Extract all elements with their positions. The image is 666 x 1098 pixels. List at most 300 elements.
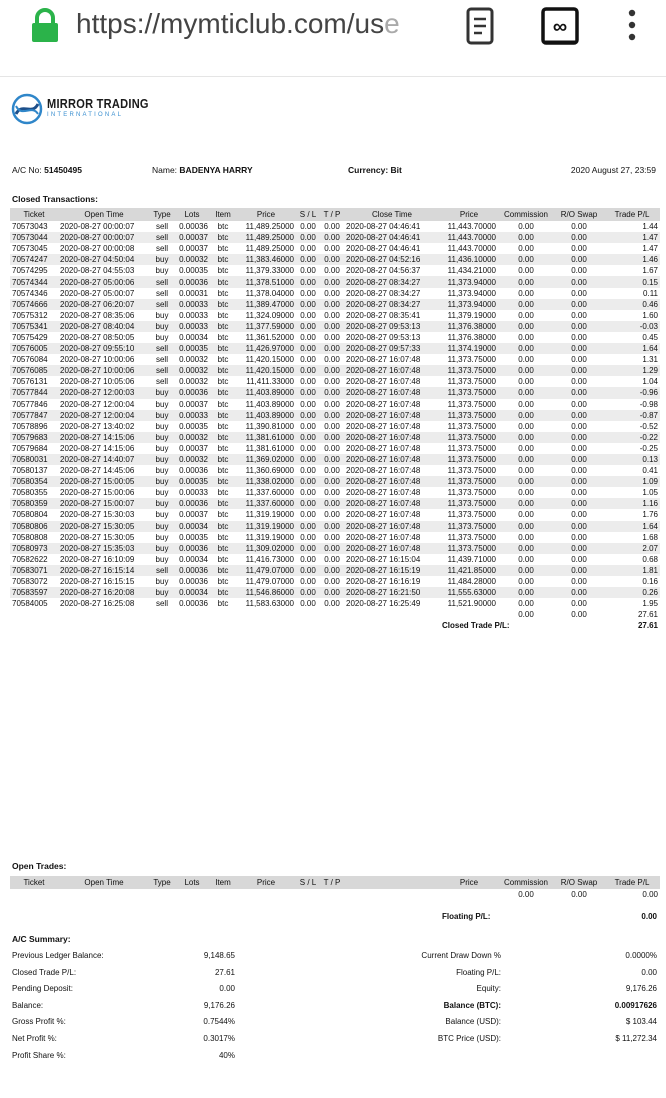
table-cell: 11,373.75000: [440, 387, 498, 398]
column-header: Price: [440, 208, 498, 221]
closed-transactions-table: [10, 208, 660, 631]
table-cell: 0.00037: [179, 443, 208, 453]
table-cell: 2020-08-27 05:00:07: [60, 288, 135, 298]
table-cell: 0.68: [642, 554, 658, 564]
table-cell: 2020-08-27 10:00:06: [58, 365, 150, 376]
open-trades-totals-row: [10, 889, 660, 900]
table-cell: 0.00034: [174, 587, 210, 598]
summary-label: Gross Profit %:: [12, 1017, 66, 1027]
table-cell: 0.00: [571, 332, 587, 342]
table-cell: 0.00: [518, 599, 534, 609]
summary-value: 27.61: [214, 967, 235, 977]
table-cell: 2020-08-27 09:55:10: [58, 343, 150, 354]
open-pl-total: 0.00: [642, 890, 658, 900]
table-cell: sell: [150, 232, 174, 243]
table-cell: 11,436.10000: [440, 254, 498, 265]
table-cell: 2020-08-27 16:16:19: [346, 577, 421, 587]
closed-transactions-title: Closed Transactions:: [12, 194, 98, 204]
summary-value: 0.0000%: [625, 951, 657, 960]
table-cell: 0.00: [300, 288, 316, 298]
table-cell: 0.00: [498, 521, 554, 532]
column-header: S / L: [296, 876, 320, 889]
table-cell: 0.00037: [179, 399, 208, 409]
table-cell: 11,373.75000: [440, 476, 498, 487]
closed-pl-row: [10, 620, 660, 631]
column-header: Open Time: [58, 876, 150, 889]
table-cell: buy: [150, 410, 174, 421]
table-cell: 0.00: [518, 488, 534, 498]
table-cell: 11,484.28000: [447, 577, 496, 587]
column-header: Ticket: [10, 876, 58, 889]
table-cell: 2020-08-27 16:07:48: [346, 443, 421, 453]
table-cell: 70575429: [12, 332, 48, 342]
table-cell: 0.00: [571, 310, 587, 320]
summary-label: Balance (BTC):: [443, 1000, 501, 1010]
table-cell: 0.00: [571, 421, 587, 431]
table-cell: 0.00: [518, 377, 534, 387]
table-cell: buy: [155, 399, 169, 409]
table-cell: 0.00032: [179, 377, 208, 387]
table-cell: 0.00: [571, 554, 587, 564]
table-cell: 0.26: [604, 587, 660, 598]
table-cell: 1.47: [604, 232, 660, 243]
table-cell: 11,434.21000: [447, 266, 496, 276]
table-cell: 11,426.97000: [236, 343, 296, 354]
column-header: Price: [236, 876, 296, 889]
column-header: R/O Swap: [554, 208, 604, 221]
table-cell: 70580806: [10, 521, 58, 532]
table-row: [10, 254, 660, 265]
table-cell: 2.07: [604, 543, 660, 554]
table-cell: 0.00: [498, 254, 554, 265]
table-cell: 11,319.19000: [245, 510, 294, 520]
table-cell: 2020-08-27 08:35:41: [346, 310, 421, 320]
table-cell: 70582622: [12, 554, 48, 564]
table-cell: 11,373.75000: [440, 521, 498, 532]
table-cell: 0.00: [518, 332, 534, 342]
table-cell: 0.00: [300, 554, 316, 564]
table-cell: 2020-08-27 16:07:48: [346, 421, 421, 431]
table-cell: 0.00: [518, 466, 534, 476]
ac-summary-title: A/C Summary:: [12, 934, 71, 944]
table-cell: 70573045: [12, 244, 48, 254]
table-cell: 1.04: [642, 377, 658, 387]
table-cell: 2020-08-27 16:07:48: [346, 510, 421, 520]
table-cell: 0.00: [320, 454, 344, 465]
table-cell: 0.00: [571, 377, 587, 387]
table-cell: btc: [217, 443, 229, 453]
table-cell: btc: [210, 454, 236, 465]
table-cell: 2020-08-27 10:05:06: [60, 377, 135, 387]
table-cell: 11,381.61000: [236, 432, 296, 443]
table-cell: 0.00: [554, 232, 604, 243]
table-cell: 70578896: [12, 421, 48, 431]
table-cell: btc: [210, 498, 236, 509]
table-cell: 0.00: [320, 432, 344, 443]
table-cell: 1.95: [642, 599, 658, 609]
table-cell: 0.00033: [179, 488, 208, 498]
table-cell: 70579683: [10, 432, 58, 443]
table-cell: 0.00: [300, 421, 316, 431]
table-cell: 0.00035: [179, 532, 208, 542]
table-cell: 0.00: [296, 521, 320, 532]
table-cell: 11,373.75000: [447, 421, 496, 431]
table-cell: 2020-08-27 12:00:04: [60, 399, 135, 409]
table-cell: 11,439.71000: [447, 554, 496, 564]
table-cell: 0.00: [320, 410, 344, 421]
summary-value: 9,176.26: [203, 1000, 235, 1010]
table-cell: 1.64: [604, 521, 660, 532]
table-row: [10, 243, 660, 254]
table-cell: 0.00: [296, 321, 320, 332]
table-cell: 0.00: [498, 410, 554, 421]
table-cell: 70576131: [12, 377, 48, 387]
table-cell: 0.00: [296, 410, 320, 421]
browser-toolbar: [0, 0, 666, 54]
table-cell: 11,309.02000: [236, 543, 296, 554]
table-cell: 1.05: [642, 488, 658, 498]
table-cell: 0.00036: [174, 387, 210, 398]
table-cell: 0.00: [498, 587, 554, 598]
summary-label: Profit Share %:: [12, 1050, 66, 1060]
table-cell: btc: [210, 521, 236, 532]
table-cell: btc: [210, 276, 236, 287]
table-cell: 0.00036: [179, 577, 208, 587]
table-cell: btc: [217, 466, 229, 476]
table-cell: 0.00: [554, 587, 604, 598]
column-header: Type: [150, 876, 174, 889]
table-cell: 0.16: [642, 577, 658, 587]
table-cell: 11,337.60000: [236, 498, 296, 509]
mirror-trading-logo-icon: [10, 92, 44, 126]
open-commission-total: 0.00: [518, 890, 534, 900]
summary-label: Net Profit %:: [12, 1034, 57, 1043]
table-row: [10, 476, 660, 487]
table-cell: 11,319.19000: [236, 521, 296, 532]
column-header: Item: [210, 208, 236, 221]
table-cell: btc: [210, 565, 236, 576]
table-cell: 11,403.89000: [236, 410, 296, 421]
table-cell: 11,373.75000: [440, 410, 498, 421]
table-cell: 1.60: [642, 310, 658, 320]
table-cell: 0.00: [296, 254, 320, 265]
column-header: Close Time: [344, 208, 440, 221]
table-cell: 11,555.63000: [440, 587, 498, 598]
table-cell: 0.00: [554, 387, 604, 398]
table-cell: sell: [155, 355, 168, 365]
summary-value: 0.00917626: [614, 1000, 657, 1010]
table-cell: 2020-08-27 16:15:19: [344, 565, 440, 576]
table-cell: btc: [217, 332, 229, 342]
closed-total-swap: 0.00: [571, 610, 587, 620]
table-cell: sell: [155, 377, 168, 387]
table-cell: 0.00: [498, 454, 554, 465]
table-cell: 0.00: [320, 365, 344, 376]
table-cell: 0.00: [554, 365, 604, 376]
table-row: [10, 376, 660, 387]
table-cell: 0.00: [518, 532, 534, 542]
table-cell: 70573043: [12, 222, 48, 232]
table-row: [10, 387, 660, 398]
table-cell: 0.00: [296, 276, 320, 287]
table-cell: 0.00: [554, 543, 604, 554]
table-cell: buy: [150, 587, 174, 598]
table-cell: 0.00: [324, 599, 340, 609]
table-cell: 0.00035: [174, 476, 210, 487]
table-cell: 0.00: [498, 387, 554, 398]
column-header: Open Time: [58, 208, 150, 221]
table-cell: 0.00: [498, 343, 554, 354]
table-cell: 11,403.89000: [245, 399, 294, 409]
summary-value: 0.00: [219, 984, 235, 994]
tabs-icon[interactable]: [540, 6, 580, 46]
table-cell: 0.00: [320, 254, 344, 265]
table-cell: 0.45: [642, 332, 658, 342]
table-cell: 0.00: [498, 432, 554, 443]
table-row: [10, 487, 660, 498]
table-cell: 0.00: [300, 310, 316, 320]
table-cell: btc: [217, 554, 229, 564]
table-cell: 70583597: [10, 587, 58, 598]
table-cell: buy: [155, 443, 169, 453]
brand-name: MIRROR TRADING: [47, 96, 149, 111]
table-cell: btc: [210, 432, 236, 443]
table-cell: 0.00031: [179, 288, 208, 298]
table-cell: 70574295: [12, 266, 48, 276]
table-cell: buy: [150, 521, 174, 532]
summary-value: $ 103.44: [625, 1017, 657, 1027]
table-cell: 0.00: [324, 244, 340, 254]
table-cell: btc: [217, 599, 229, 609]
table-cell: 0.00: [518, 554, 534, 564]
table-cell: 2020-08-27 16:15:04: [346, 554, 421, 564]
table-cell: buy: [150, 387, 174, 398]
summary-value: 0.7544%: [203, 1017, 235, 1027]
column-header: [344, 876, 440, 889]
table-cell: 70573044: [10, 232, 58, 243]
table-cell: 11,376.38000: [440, 321, 498, 332]
table-cell: 0.00: [296, 343, 320, 354]
table-cell: 2020-08-27 08:40:04: [58, 321, 150, 332]
table-cell: 0.00036: [174, 276, 210, 287]
table-cell: 2020-08-27 16:07:48: [344, 387, 440, 398]
table-row: [10, 532, 660, 543]
table-cell: 0.00: [571, 466, 587, 476]
address-bar[interactable]: [76, 8, 442, 40]
table-cell: 0.00: [296, 476, 320, 487]
table-cell: 0.00: [296, 454, 320, 465]
table-cell: -0.03: [604, 321, 660, 332]
table-cell: 2020-08-27 04:56:37: [346, 266, 421, 276]
table-cell: 11,319.19000: [245, 532, 294, 542]
table-cell: 0.00: [571, 599, 587, 609]
table-cell: 11,374.19000: [440, 343, 498, 354]
table-cell: 11,479.07000: [245, 577, 294, 587]
table-cell: 0.00: [296, 498, 320, 509]
table-cell: 11,411.33000: [246, 377, 294, 387]
table-cell: 0.00: [300, 399, 316, 409]
table-cell: 2020-08-27 16:07:48: [344, 432, 440, 443]
table-cell: 0.00036: [179, 599, 208, 609]
table-cell: buy: [150, 432, 174, 443]
table-cell: btc: [217, 244, 229, 254]
table-cell: 11,376.38000: [447, 332, 496, 342]
table-cell: 2020-08-27 16:07:48: [344, 410, 440, 421]
table-row: [10, 454, 660, 465]
table-cell: 0.00: [320, 543, 344, 554]
table-cell: 2020-08-27 08:34:27: [346, 288, 421, 298]
table-cell: buy: [155, 577, 169, 587]
table-row: [10, 410, 660, 421]
table-row: [10, 232, 660, 243]
table-cell: 11,489.25000: [236, 232, 296, 243]
table-cell: buy: [155, 554, 169, 564]
table-cell: 70580804: [12, 510, 48, 520]
table-cell: 11,421.85000: [440, 565, 498, 576]
table-cell: 1.67: [642, 266, 658, 276]
table-cell: 0.00036: [179, 466, 208, 476]
table-cell: 0.00: [571, 577, 587, 587]
table-cell: btc: [210, 232, 236, 243]
table-cell: sell: [150, 299, 174, 310]
table-cell: btc: [217, 288, 229, 298]
table-cell: 70580355: [12, 488, 48, 498]
table-cell: buy: [150, 498, 174, 509]
table-cell: 11,378.04000: [245, 288, 294, 298]
table-cell: 11,443.70000: [447, 222, 496, 232]
summary-label: Pending Deposit:: [12, 984, 73, 994]
table-cell: 11,360.69000: [245, 466, 294, 476]
table-cell: 2020-08-27 08:35:06: [60, 310, 135, 320]
table-cell: 70575341: [10, 321, 58, 332]
table-cell: 0.00032: [174, 254, 210, 265]
table-cell: 2020-08-27 16:25:49: [346, 599, 421, 609]
table-cell: 1.09: [604, 476, 660, 487]
table-cell: 2020-08-27 16:07:48: [344, 543, 440, 554]
table-cell: btc: [210, 299, 236, 310]
table-cell: 2020-08-27 16:07:48: [344, 454, 440, 465]
account-number: A/C No: 51450495: [12, 165, 82, 175]
table-cell: 0.00: [518, 577, 534, 587]
summary-value: 9,176.26: [625, 984, 657, 994]
summary-label: BTC Price (USD):: [437, 1034, 501, 1043]
table-cell: 0.00: [296, 432, 320, 443]
table-row: [10, 576, 660, 587]
table-cell: 1.44: [642, 222, 658, 232]
table-cell: 2020-08-27 16:20:08: [58, 587, 150, 598]
table-cell: 0.15: [604, 276, 660, 287]
table-cell: 70574346: [12, 288, 48, 298]
table-cell: 0.00: [324, 222, 340, 232]
column-header: S / L: [296, 208, 320, 221]
table-cell: 11,377.59000: [236, 321, 296, 332]
reader-mode-icon[interactable]: [464, 6, 496, 46]
table-cell: 0.00: [324, 421, 340, 431]
table-cell: 0.00: [554, 521, 604, 532]
table-cell: 11,443.70000: [440, 232, 498, 243]
column-header: Price: [440, 876, 498, 889]
table-cell: -0.52: [639, 421, 658, 431]
table-cell: 2020-08-27 16:25:08: [60, 599, 135, 609]
table-cell: sell: [150, 343, 174, 354]
table-cell: 2020-08-27 16:21:50: [344, 587, 440, 598]
table-cell: 0.00: [300, 332, 316, 342]
table-cell: 1.31: [642, 355, 658, 365]
table-cell: 0.00: [554, 321, 604, 332]
table-cell: 0.00033: [174, 410, 210, 421]
table-row: [10, 321, 660, 332]
table-cell: 2020-08-27 15:35:03: [58, 543, 150, 554]
table-cell: 70580137: [12, 466, 48, 476]
table-cell: 0.00: [571, 510, 587, 520]
table-cell: 0.00: [300, 266, 316, 276]
table-cell: 1.16: [604, 498, 660, 509]
table-row: [10, 543, 660, 554]
table-cell: 0.00: [498, 365, 554, 376]
table-cell: 70579684: [12, 443, 48, 453]
column-header: Commission: [498, 208, 554, 221]
table-cell: 2020-08-27 16:15:15: [60, 577, 135, 587]
brand-subtitle: INTERNATIONAL: [47, 112, 124, 118]
table-cell: 70583071: [10, 565, 58, 576]
more-menu-icon[interactable]: [624, 6, 640, 46]
table-row: [10, 465, 660, 476]
floating-pl-value: 0.00: [641, 912, 657, 921]
column-header: Commission: [498, 876, 554, 889]
table-cell: 0.00033: [174, 299, 210, 310]
table-cell: buy: [155, 332, 169, 342]
table-cell: 1.81: [604, 565, 660, 576]
table-row: [10, 521, 660, 532]
table-cell: buy: [155, 421, 169, 431]
column-header: Ticket: [10, 208, 58, 221]
table-cell: 0.00: [296, 232, 320, 243]
table-cell: 11,479.07000: [236, 565, 296, 576]
table-cell: 2020-08-27 16:07:48: [346, 399, 421, 409]
table-cell: 0.00: [300, 355, 316, 365]
table-cell: 11,373.75000: [447, 466, 496, 476]
table-cell: 2020-08-27 16:07:48: [344, 498, 440, 509]
table-cell: 1.47: [642, 244, 658, 254]
table-row: [10, 299, 660, 310]
table-cell: 2020-08-27 14:45:06: [60, 466, 135, 476]
table-cell: 11,379.33000: [245, 266, 294, 276]
table-cell: 0.00: [518, 288, 534, 298]
table-cell: 0.00: [324, 466, 340, 476]
table-cell: 2020-08-27 09:53:13: [346, 332, 421, 342]
table-cell: 0.00: [518, 443, 534, 453]
account-currency: Currency: Bit: [348, 165, 402, 175]
table-cell: 70577847: [10, 410, 58, 421]
summary-value: 40%: [218, 1050, 235, 1060]
lock-icon: [30, 8, 60, 42]
table-cell: 70574344: [10, 276, 58, 287]
table-cell: 0.00: [498, 476, 554, 487]
table-cell: 0.00: [324, 332, 340, 342]
table-cell: 2020-08-27 12:00:04: [58, 410, 150, 421]
table-cell: -0.96: [604, 387, 660, 398]
table-cell: 0.00: [324, 532, 340, 542]
table-cell: btc: [210, 543, 236, 554]
table-cell: 0.00: [518, 266, 534, 276]
table-cell: 0.00: [554, 476, 604, 487]
table-cell: 0.00: [300, 599, 316, 609]
table-cell: btc: [210, 476, 236, 487]
table-cell: buy: [150, 543, 174, 554]
closed-pl-value: 27.61: [637, 621, 658, 631]
table-row: [10, 399, 660, 410]
table-cell: 0.00: [296, 365, 320, 376]
